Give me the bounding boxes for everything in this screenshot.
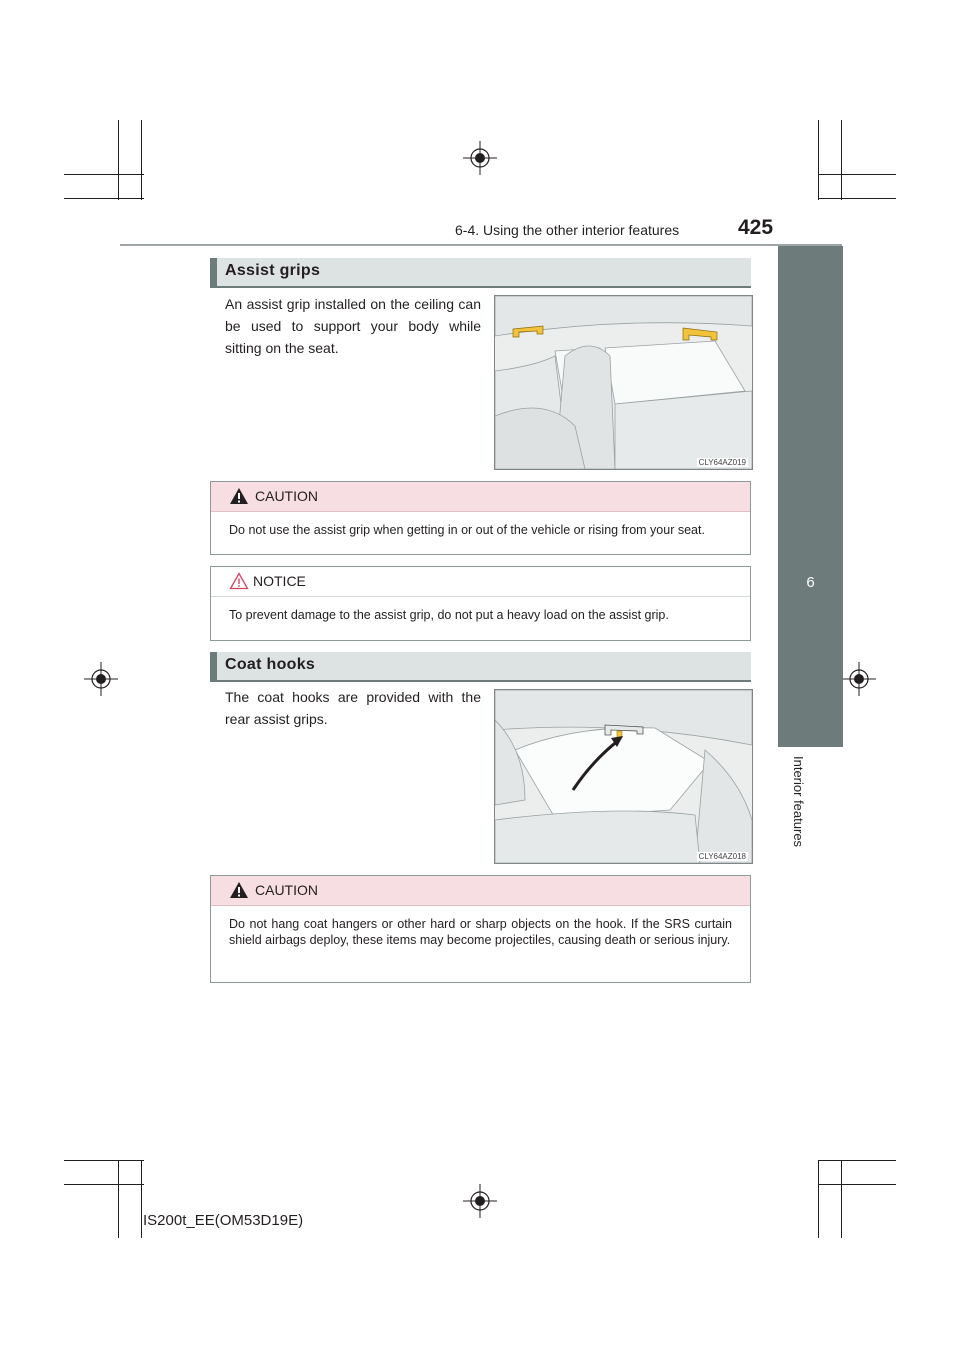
caution-title: CAUTION — [255, 882, 318, 898]
coat-hooks-heading-text: Coat hooks — [225, 656, 316, 673]
car-rear-window-image — [495, 690, 752, 863]
registration-mark-left — [84, 662, 118, 696]
caution-text: Do not hang coat hangers or other hard or sharp objects on the hook. If the SRS curtain shield airbags deploy, these items may become projectiles, causing death or serious injury. — [229, 917, 732, 947]
header-rule — [120, 244, 842, 246]
chapter-label: Interior features — [791, 756, 806, 848]
caution-title: CAUTION — [255, 488, 318, 504]
coat-hook-illustration — [494, 689, 753, 864]
notice-box — [210, 566, 751, 641]
warning-icon — [229, 487, 249, 505]
registration-mark-top — [463, 141, 497, 175]
assist-grips-heading — [210, 258, 751, 286]
figure-code: CLY64AZ018 — [698, 852, 746, 861]
coat-hooks-text: The coat hooks are provided with the rear assist grips. — [225, 689, 481, 727]
assist-grip-illustration — [494, 295, 753, 470]
warning-icon — [229, 881, 249, 899]
notice-icon — [229, 572, 249, 590]
assist-grips-text: An assist grip installed on the ceiling can be used to support your body while sitting on the seat. — [225, 296, 481, 356]
coat-hooks-heading — [210, 652, 751, 680]
registration-mark-right — [842, 662, 876, 696]
caution-bar — [211, 482, 750, 512]
notice-text: To prevent damage to the assist grip, do not put a heavy load on the assist grip. — [229, 608, 669, 622]
caution-box-assist-grip — [210, 481, 751, 555]
chapter-tab — [778, 246, 843, 747]
chapter-number: 6 — [806, 574, 815, 591]
registration-mark-bottom — [463, 1184, 497, 1218]
assist-grips-heading-text: Assist grips — [225, 262, 321, 279]
document-code: IS200t_EE(OM53D19E) — [143, 1212, 304, 1229]
caution-box-coat-hook — [210, 875, 751, 983]
notice-title: NOTICE — [253, 573, 306, 589]
caution-bar — [211, 876, 750, 906]
caution-text: Do not use the assist grip when getting in or out of the vehicle or rising from your seat. — [229, 523, 705, 537]
figure-code: CLY64AZ019 — [698, 458, 746, 467]
car-interior-ceiling-image — [495, 296, 752, 469]
notice-bar — [211, 567, 750, 597]
section-title: 6-4. Using the other interior features — [455, 222, 680, 238]
page-number: 425 — [738, 216, 774, 239]
